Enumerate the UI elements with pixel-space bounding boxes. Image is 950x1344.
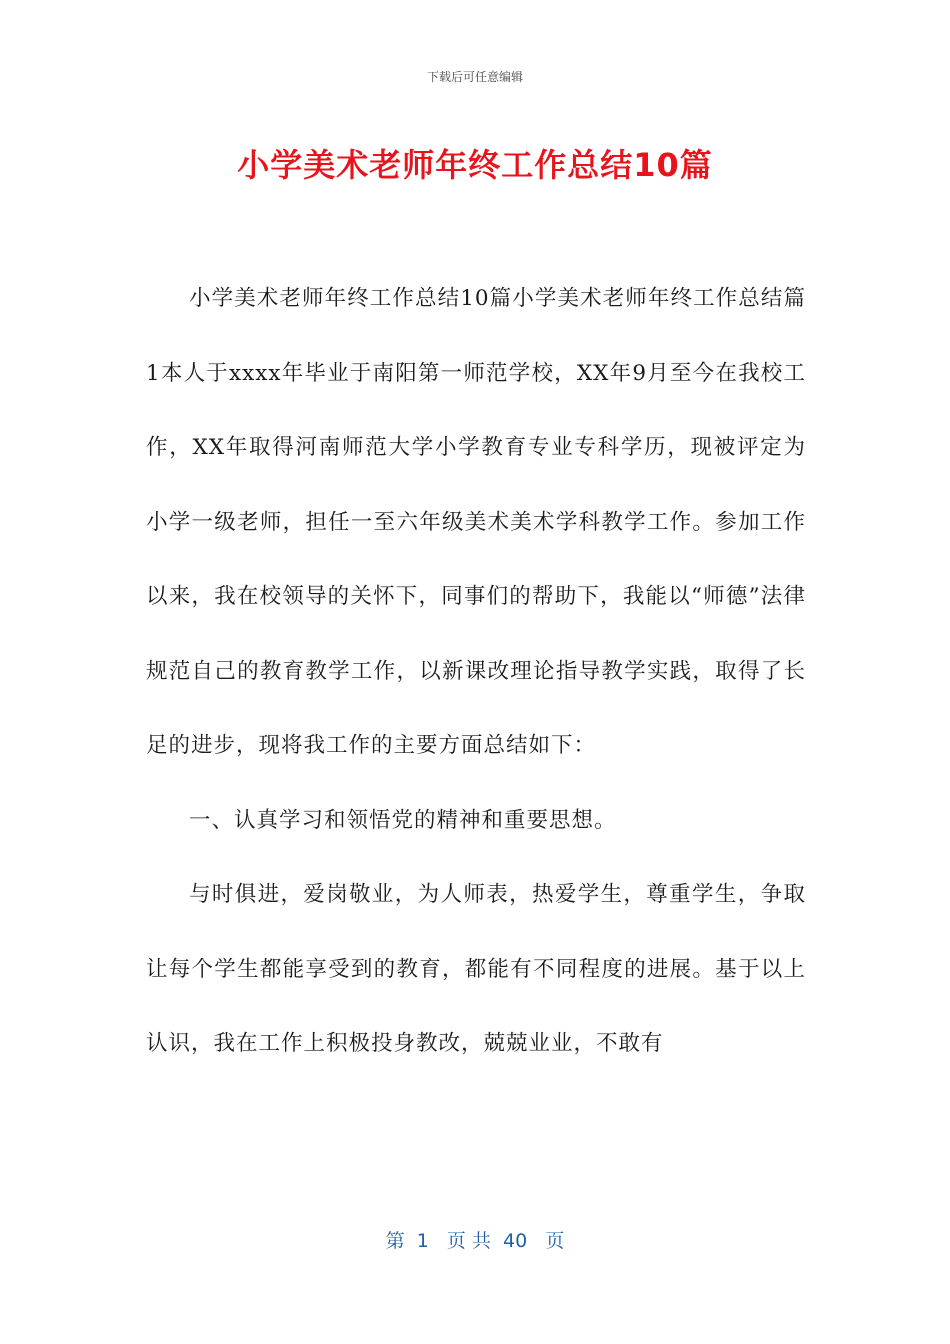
document-title: 小学美术老师年终工作总结10篇 xyxy=(237,146,713,184)
header-note: 下载后可任意编辑 xyxy=(426,70,523,84)
paragraph-section-heading: 一、认真学习和领悟党的精神和重要思想。 xyxy=(189,807,617,833)
page-footer: 第 1 页 共 40 页 xyxy=(385,1230,565,1252)
paragraph-body: 与时俱进，爱岗敬业，为人师表，热爱学生，尊重学生，争取让每个学生都能享受到的教育，都能有不同程度的进展。基于以上认识，我在工作上积极投身教改，兢兢业业，不敢有 xyxy=(146,882,806,1056)
document-body xyxy=(146,262,806,1082)
paragraph-intro: 小学美术老师年终工作总结10篇小学美术老师年终工作总结篇1本人于xxxx年毕业于南阳第一师范学校，XX年9月至今在我校工作，XX年取得河南师范大学小学教育专业专科学历，现被评定为小学一级老师，担任一至六年级美术美术学科教学工作。参加工作以来，我在校领导的关怀下，同事们的帮助下，我能以“师德”法律规范自己的教育教学工作，以新课改理论指导教学实践，取得了长足的进步，现将我工作的主要方面总结如下： xyxy=(146,286,806,758)
